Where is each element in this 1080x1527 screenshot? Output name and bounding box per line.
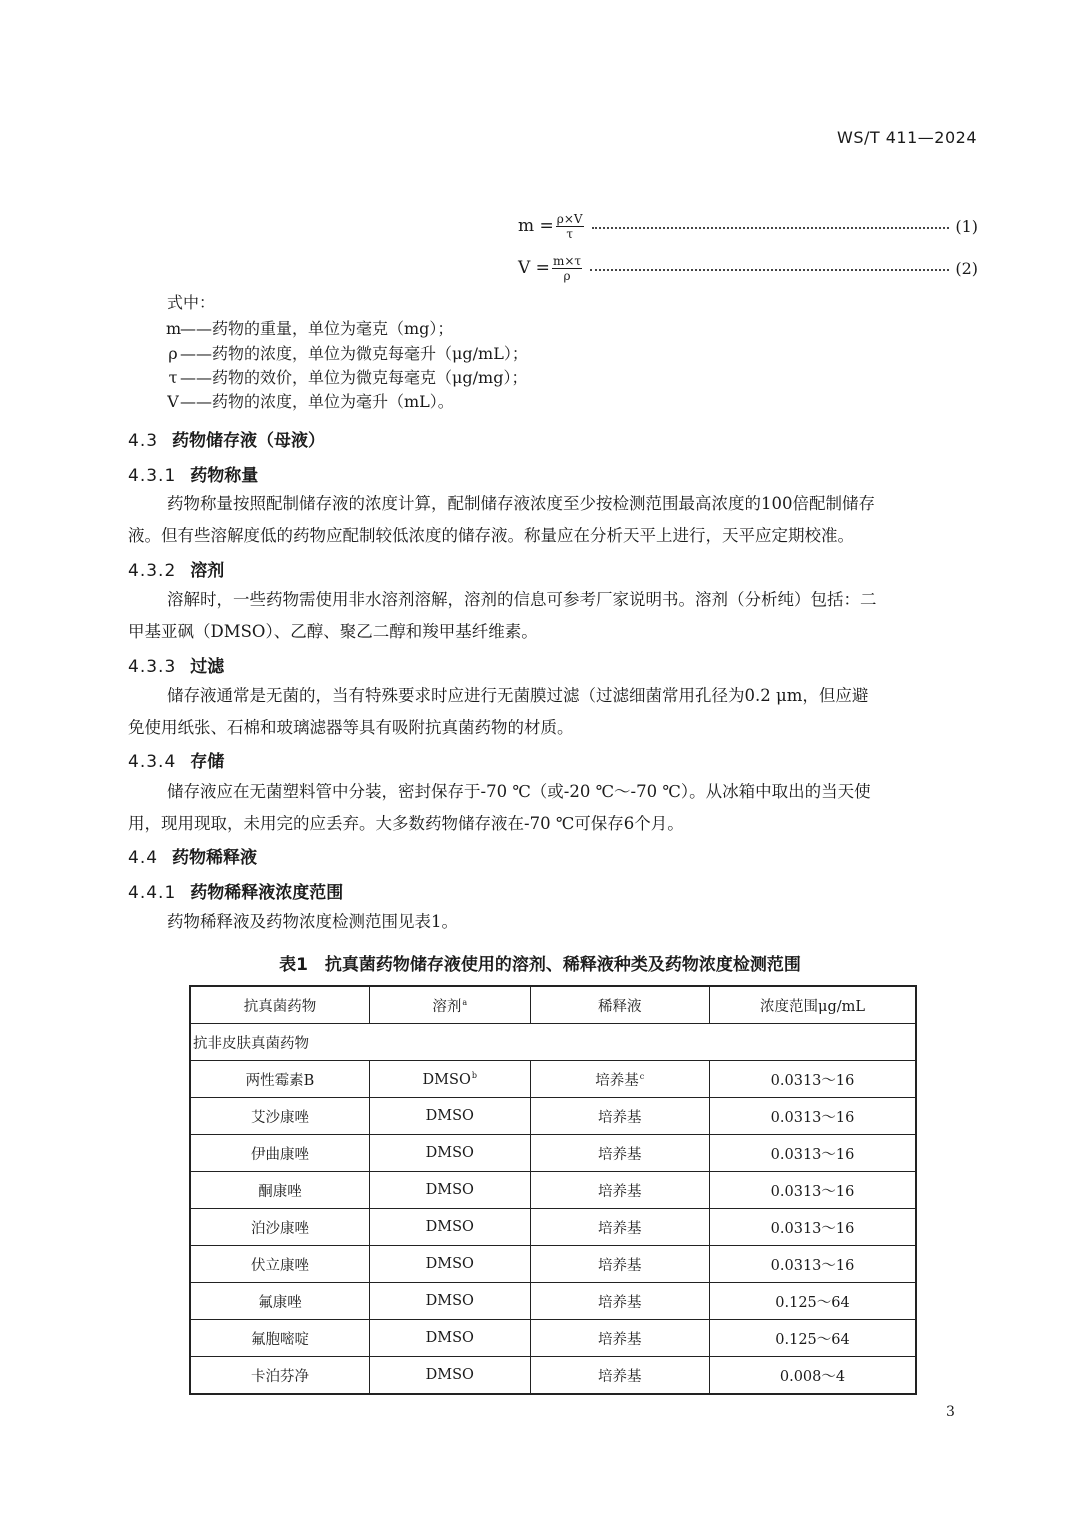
drug-cell: 酮康唑: [190, 1172, 369, 1209]
paragraph-line: 用，现用现取，未用完的应丢弃。大多数药物储存液在-70 ℃可保存6个月。: [128, 814, 684, 833]
drug-cell: 艾沙康唑: [190, 1098, 369, 1135]
solvent-cell: DMSO: [369, 1209, 530, 1246]
formula-lhs: V =: [518, 258, 550, 278]
dot-leader: [590, 269, 949, 271]
definition-text: ——药物的效价，单位为微克每毫克（μg/mg）；: [180, 368, 528, 387]
section-title: 药物稀释液浓度范围: [190, 883, 344, 903]
drug-cell: 泊沙康唑: [190, 1209, 369, 1246]
diluent-cell: 培养基: [530, 1172, 709, 1209]
range-cell: 0.125～64: [710, 1283, 916, 1320]
diluent-cell: 培养基: [530, 1357, 709, 1395]
fraction-denominator: ρ: [563, 268, 571, 283]
fraction-denominator: τ: [566, 226, 573, 241]
paragraph-line: 溶解时，一些药物需使用非水溶剂溶解，溶剂的信息可参考厂家说明书。溶剂（分析纯）包括：二: [167, 590, 877, 609]
drug-cell: 卡泊芬净: [190, 1357, 369, 1395]
drug-cell: 氟康唑: [190, 1283, 369, 1320]
formula-number: (1): [955, 216, 978, 236]
table-row: [190, 1357, 916, 1395]
range-cell: 0.008～4: [710, 1357, 916, 1395]
range-cell: 0.0313～16: [710, 1098, 916, 1135]
solvent-cell: DMSO: [369, 1283, 530, 1320]
definition-text: ——药物的浓度，单位为毫升（mL）。: [180, 392, 454, 411]
solvent-cell: DMSO: [369, 1172, 530, 1209]
range-cell: 0.125～64: [710, 1320, 916, 1357]
table-header-row: [190, 986, 916, 1024]
section-number: 4.3.2: [128, 561, 177, 581]
table-row: [190, 1283, 916, 1320]
paragraph-line: 免使用纸张、石棉和玻璃滤器等具有吸附抗真菌药物的材质。: [128, 718, 574, 737]
drug-cell: 氟胞嘧啶: [190, 1320, 369, 1357]
where-label: 式中：: [167, 293, 216, 312]
column-header: 稀释液: [530, 986, 709, 1024]
range-cell: 0.0313～16: [710, 1135, 916, 1172]
section-number: 4.3.4: [128, 752, 177, 772]
section-number: 4.4: [128, 848, 159, 868]
range-cell: 0.0313～16: [710, 1061, 916, 1098]
diluent-cell: 培养基: [530, 1209, 709, 1246]
formula-number: (2): [955, 258, 978, 278]
solvent-cell: [369, 1061, 530, 1098]
diluent-cell: 培养基: [530, 1320, 709, 1357]
paragraph-4-3-4: [128, 776, 977, 840]
fraction-numerator: m×τ: [552, 253, 582, 268]
dot-leader: [592, 227, 950, 229]
diluent-cell: 培养基: [530, 1283, 709, 1320]
section-title: 药物储存液（母液）: [172, 431, 326, 451]
table-row: [190, 1209, 916, 1246]
definition-symbol: ρ: [168, 344, 178, 363]
paragraph-4-3-1: [128, 488, 977, 552]
footnote-mark: a: [462, 997, 468, 1007]
section-heading-4-4-1: [128, 878, 343, 903]
paragraph-4-4-1: [128, 906, 977, 938]
formula-1: [518, 206, 978, 246]
formula-fraction: [556, 212, 584, 241]
paragraph-line: 液。但有些溶解度低的药物应配制较低浓度的储存液。称量应在分析天平上进行，天平应定期校准。: [128, 526, 854, 545]
group-label: 抗非皮肤真菌药物: [190, 1024, 916, 1061]
diluent-label: 培养基: [595, 1072, 639, 1089]
table-group-row: [190, 1024, 916, 1061]
section-heading-4-4: [128, 843, 257, 868]
footnote-mark: b: [471, 1070, 477, 1080]
range-cell: 0.0313～16: [710, 1246, 916, 1283]
column-header-label: 溶剂: [432, 998, 462, 1015]
formula-2: [518, 248, 978, 288]
page-number: 3: [946, 1404, 955, 1420]
definition-m: [166, 316, 453, 339]
paragraph-line: 药物稀释液及药物浓度检测范围见表1。: [167, 912, 458, 931]
paragraph-4-3-2: [128, 584, 977, 648]
section-heading-4-3-1: [128, 461, 258, 486]
section-title: 存储: [190, 752, 225, 772]
section-heading-4-3-3: [128, 652, 224, 677]
definition-text: ——药物的浓度，单位为微克每毫升（μg/mL）；: [180, 344, 528, 363]
section-heading-4-3-4: [128, 747, 224, 772]
drug-table: [189, 985, 917, 1395]
range-cell: 0.0313～16: [710, 1209, 916, 1246]
solvent-cell: DMSO: [369, 1246, 530, 1283]
definition-symbol: V: [167, 392, 179, 411]
diluent-cell: [530, 1061, 709, 1098]
column-header: [369, 986, 530, 1024]
section-number: 4.4.1: [128, 883, 177, 903]
section-title: 药物稀释液: [172, 848, 258, 868]
footnote-mark: c: [639, 1071, 645, 1081]
definition-symbol: τ: [168, 368, 178, 387]
definition-text: ——药物的重量，单位为毫克（mg）；: [180, 319, 454, 338]
diluent-cell: 培养基: [530, 1135, 709, 1172]
solvent-cell: DMSO: [369, 1135, 530, 1172]
table-row: [190, 1098, 916, 1135]
table-caption: 表1 抗真菌药物储存液使用的溶剂、稀释液种类及药物浓度检测范围: [279, 955, 801, 975]
table-row: [190, 1135, 916, 1172]
definition-symbol: m: [166, 319, 182, 338]
section-number: 4.3.1: [128, 466, 177, 486]
section-number: 4.3: [128, 431, 159, 451]
solvent-cell: DMSO: [369, 1357, 530, 1395]
formula-fraction: [552, 254, 582, 283]
column-header: 浓度范围μg/mL: [710, 986, 916, 1024]
section-heading-4-3: [128, 426, 325, 451]
drug-cell: 两性霉素B: [190, 1061, 369, 1098]
section-number: 4.3.3: [128, 657, 177, 677]
solvent-cell: DMSO: [369, 1320, 530, 1357]
paragraph-line: 储存液应在无菌塑料管中分装，密封保存于-70 ℃（或-20 ℃～-70 ℃）。从冰箱中取出的当天使: [167, 782, 871, 801]
paragraph-4-3-3: [128, 680, 977, 744]
formula-lhs: m =: [518, 216, 554, 236]
section-title: 溶剂: [190, 561, 225, 581]
diluent-cell: 培养基: [530, 1098, 709, 1135]
document-id: WS/T 411—2024: [837, 128, 977, 147]
definition-tau: [166, 365, 527, 388]
column-header: 抗真菌药物: [190, 986, 369, 1024]
definition-rho: [166, 341, 528, 364]
range-cell: 0.0313～16: [710, 1172, 916, 1209]
paragraph-line: 储存液通常是无菌的，当有特殊要求时应进行无菌膜过滤（过滤细菌常用孔径为0.2 μm，但应避: [167, 686, 869, 705]
table-row: [190, 1172, 916, 1209]
section-title: 过滤: [190, 657, 225, 677]
table-row: [190, 1246, 916, 1283]
paragraph-line: 甲基亚砜（DMSO）、乙醇、聚乙二醇和羧甲基纤维素。: [128, 622, 538, 641]
diluent-cell: 培养基: [530, 1246, 709, 1283]
table-row: [190, 1061, 916, 1098]
paragraph-line: 药物称量按照配制储存液的浓度计算，配制储存液浓度至少按检测范围最高浓度的100倍配制储存: [167, 494, 875, 513]
solvent-cell: DMSO: [369, 1098, 530, 1135]
solvent-label: DMSO: [422, 1071, 471, 1088]
section-heading-4-3-2: [128, 556, 224, 581]
drug-cell: 伏立康唑: [190, 1246, 369, 1283]
definition-v: [166, 389, 454, 412]
table-row: [190, 1320, 916, 1357]
fraction-numerator: ρ×V: [556, 211, 583, 226]
drug-cell: 伊曲康唑: [190, 1135, 369, 1172]
section-title: 药物称量: [190, 466, 259, 486]
